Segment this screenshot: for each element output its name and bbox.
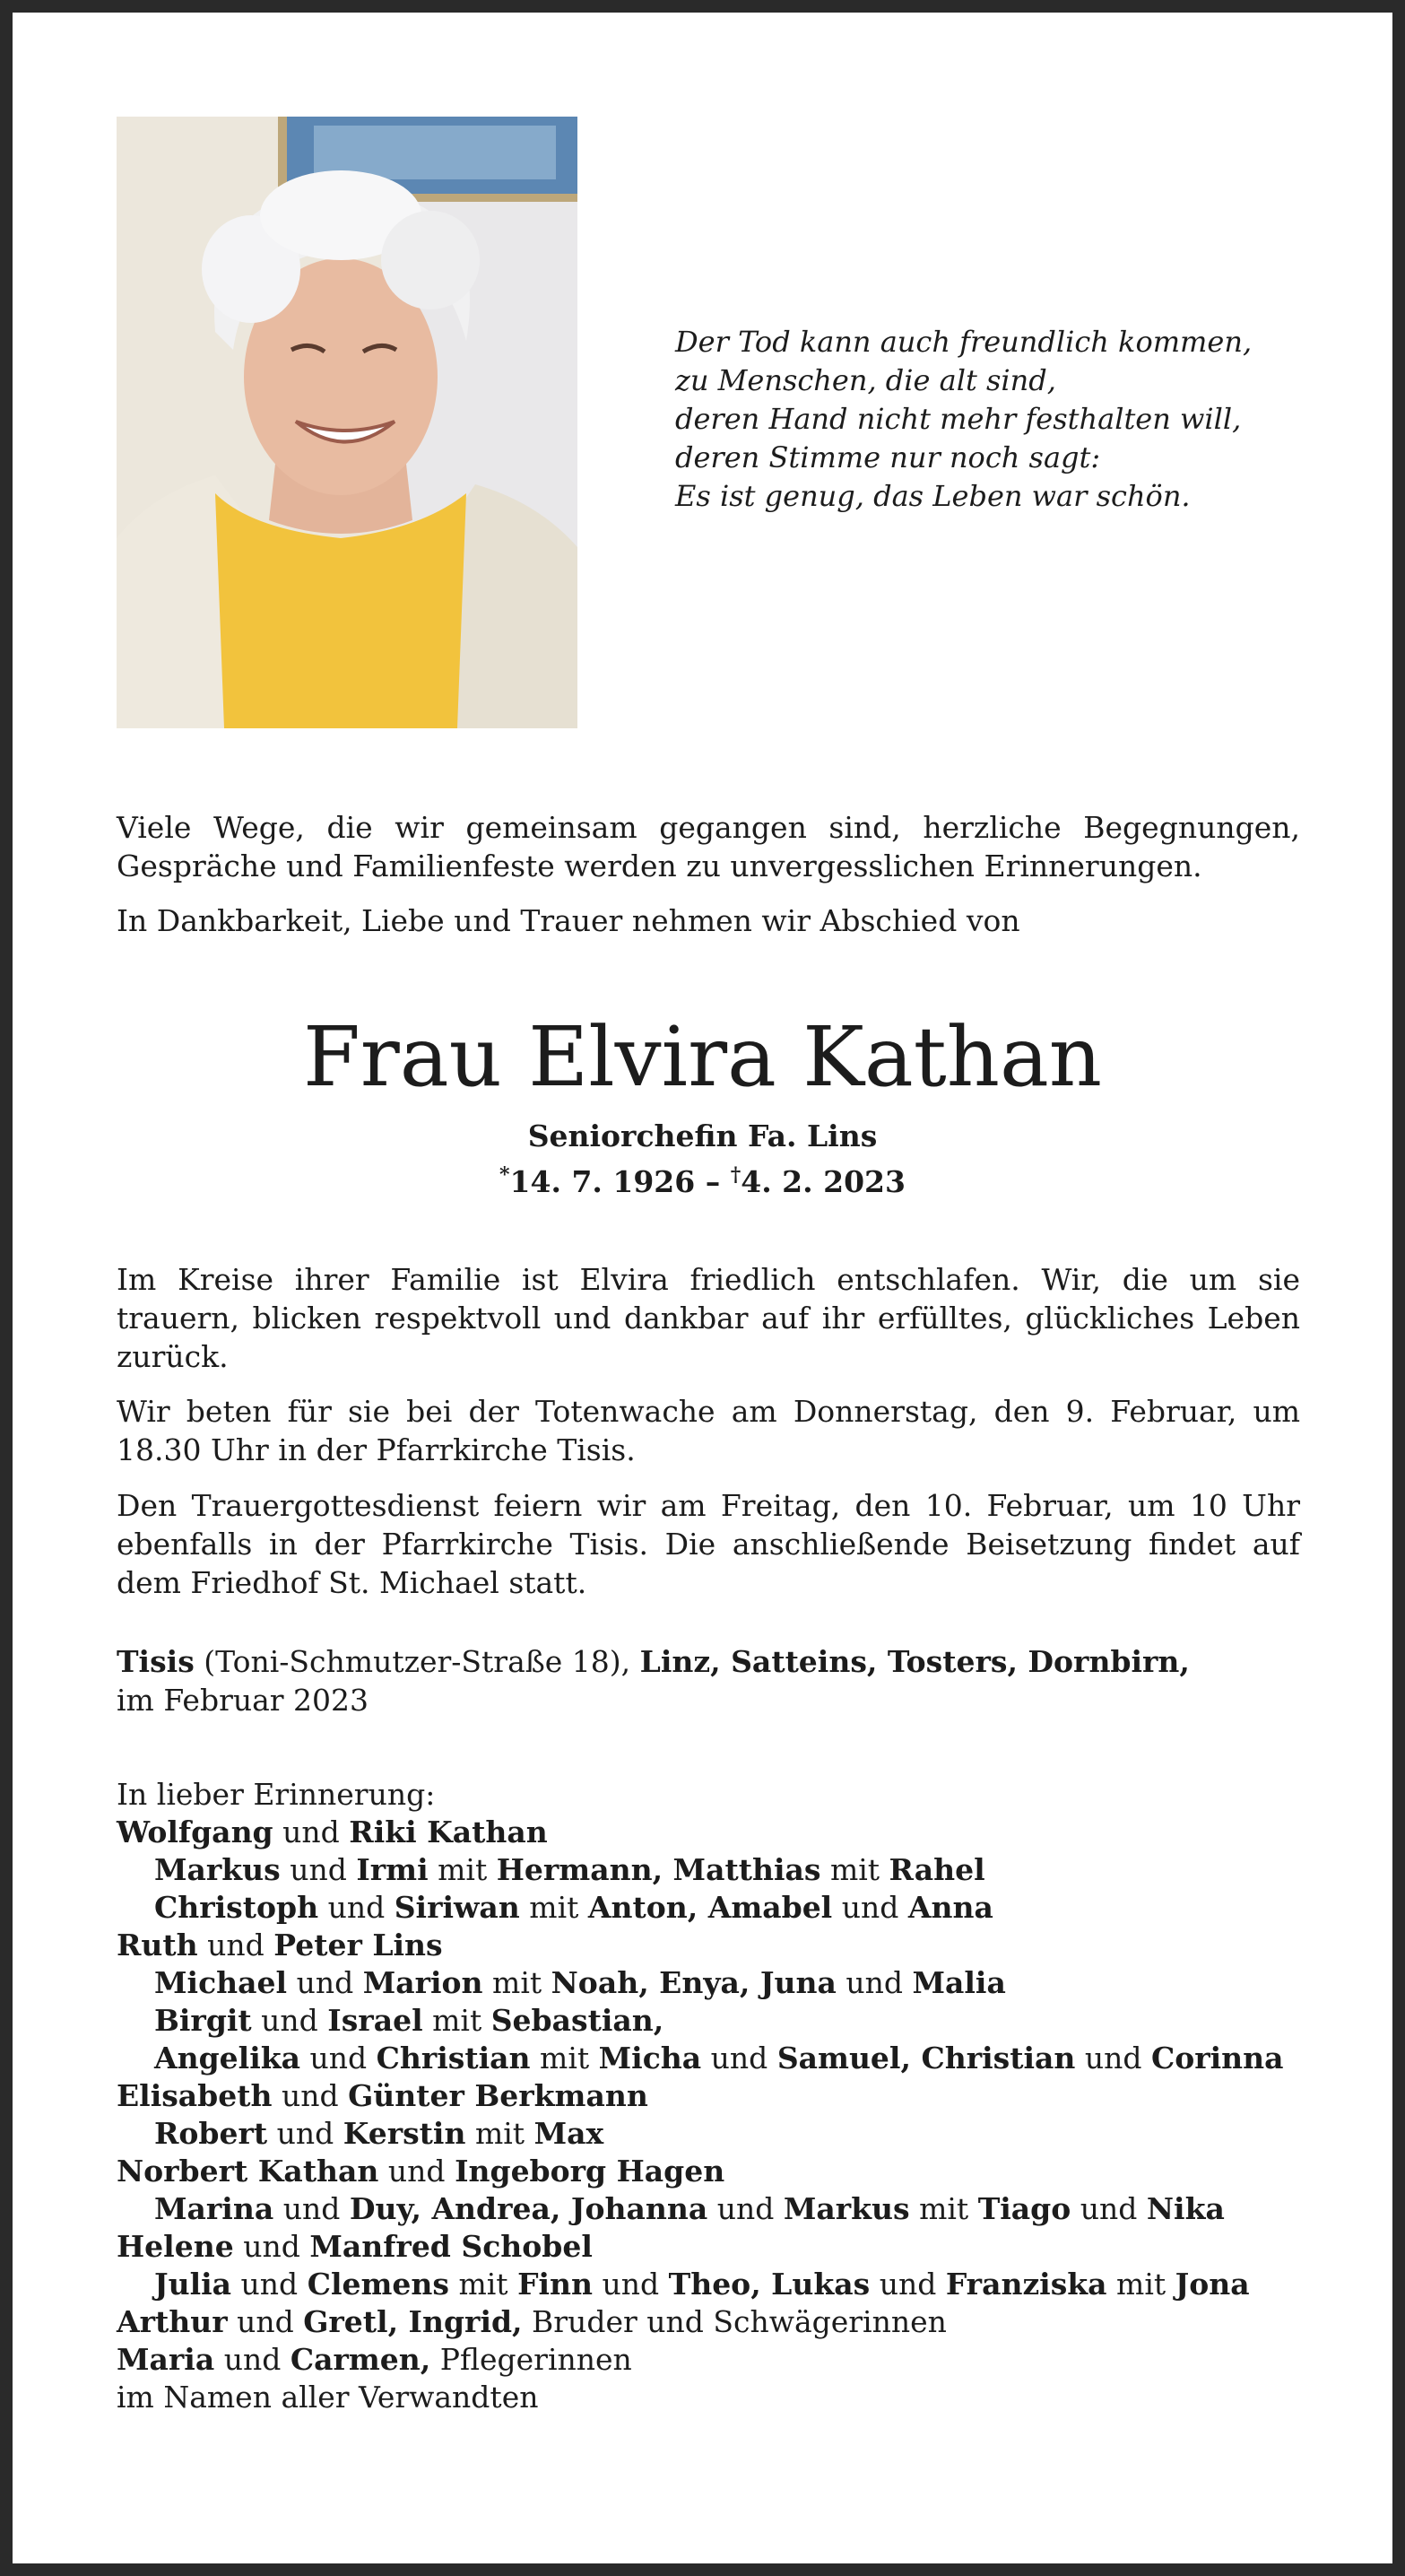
mourner-name: Max <box>533 2116 604 2151</box>
mourner-connector: und <box>701 2041 777 2076</box>
mourner-connector: und <box>593 2267 669 2302</box>
mourner-name: Helene <box>117 2229 234 2264</box>
mourner-name: Peter Lins <box>273 1928 443 1962</box>
mourner-name: Marina <box>154 2191 274 2226</box>
mourner-name: Carmen, <box>290 2342 431 2377</box>
mourner-name: Manfred Schobel <box>309 2229 593 2264</box>
mourner-name: Tiago <box>977 2191 1071 2226</box>
mourner-connector: und <box>272 2078 349 2113</box>
mourner-connector: mit <box>448 2267 518 2302</box>
mourner-name: Jona <box>1175 2267 1250 2302</box>
mourner-connector: mit <box>422 2003 491 2038</box>
mourner-name: Gretl, Ingrid, <box>303 2304 523 2339</box>
mourner-name: Duy, Andrea, Johanna <box>349 2191 708 2226</box>
mourner-name: Franziska <box>945 2267 1107 2302</box>
mourner-name: Elisabeth <box>117 2078 273 2113</box>
poem-line: deren Hand nicht mehr festhalten will, <box>675 402 1242 436</box>
mourner-name: Markus <box>783 2191 910 2226</box>
mourner-connector: im Namen aller Verwandten <box>117 2380 539 2415</box>
mourner-name: Noah, Enya, Juna <box>551 1965 837 2000</box>
mourner-row <box>117 2077 1284 2115</box>
mourner-connector: mit <box>482 1965 551 2000</box>
mourner-name: Corinna <box>1150 2041 1284 2076</box>
obituary-card <box>13 13 1392 2563</box>
mourner-row <box>117 2228 1284 2266</box>
mourner-name: Theo, Lukas <box>668 2267 871 2302</box>
place-town: Tisis <box>117 1644 195 1679</box>
mourner-connector: Pflegerinnen <box>430 2342 632 2377</box>
mourner-name: Maria <box>117 2342 215 2377</box>
mourner-connector: Bruder und Schwägerinnen <box>522 2304 947 2339</box>
place-date: im Februar 2023 <box>117 1683 369 1718</box>
mourner-connector: und <box>378 2154 455 2189</box>
mourner-name: Rahel <box>889 1852 985 1887</box>
mourner-connector: und <box>273 2191 350 2226</box>
mourner-name: Wolfgang <box>117 1815 273 1849</box>
mourner-name: Anton, Amabel <box>587 1890 833 1925</box>
mourner-connector: und <box>1075 2041 1151 2076</box>
mourner-name: Birgit <box>154 2003 252 2038</box>
mourner-connector: mit <box>530 2041 599 2076</box>
mourner-name: Hermann, Matthias <box>496 1852 821 1887</box>
mourner-name: Norbert Kathan <box>117 2154 379 2189</box>
mourner-row <box>117 2341 1284 2379</box>
mourner-connector: und <box>300 2041 377 2076</box>
mourner-name: Samuel, Christian <box>776 2041 1076 2076</box>
body-paragraph-2: Wir beten für sie bei der Totenwache am Donnerstag, den 9. Februar, um 18.30 Uhr in der Pfarrkirche Tisis. <box>117 1394 1300 1467</box>
mourner-name: Arthur <box>117 2304 228 2339</box>
birth-symbol: * <box>499 1163 510 1187</box>
mourner-name: Günter Berkmann <box>348 2078 648 2113</box>
mourner-connector: mit <box>519 1890 588 1925</box>
poem-line: zu Menschen, die alt sind, <box>675 363 1056 397</box>
body-paragraph-1: Im Kreise ihrer Familie ist Elvira friedlich entschlafen. Wir, die um sie trauern, blicken respektvoll und dankbar auf ihr erfülltes, glückliches Leben zurück. <box>117 1262 1300 1374</box>
mourner-name: Micha <box>598 2041 702 2076</box>
mourner-name: Christian <box>376 2041 531 2076</box>
mourner-row <box>117 2040 1284 2077</box>
mourner-name: Michael <box>154 1965 288 2000</box>
mourner-name: Marion <box>362 1965 483 2000</box>
mourner-connector: und <box>231 2267 308 2302</box>
deceased-name: Frau Elvira Kathan <box>302 1009 1103 1105</box>
mourner-connector: und <box>273 1815 350 1849</box>
mourner-name: Anna <box>907 1890 993 1925</box>
mourners-list <box>117 1814 1284 2416</box>
mourner-connector: und <box>214 2342 291 2377</box>
poem-line: Der Tod kann auch freundlich kommen, <box>675 325 1253 359</box>
mourner-name: Siriwan <box>394 1890 520 1925</box>
mourner-connector: und <box>227 2304 304 2339</box>
mourner-name: Israel <box>327 2003 423 2038</box>
intro-paragraph: Viele Wege, die wir gemeinsam gegangen sind, herzliche Begegnungen, Gespräche und Familienfeste werden zu unvergesslichen Erinnerungen. <box>117 810 1300 883</box>
deceased-title: Seniorchefin Fa. Lins <box>527 1118 878 1153</box>
poem-line: deren Stimme nur noch sagt: <box>675 440 1101 474</box>
poem <box>675 323 1252 516</box>
birth-date: 14. 7. 1926 <box>509 1164 696 1199</box>
death-symbol: † <box>730 1163 742 1187</box>
place-towns: Linz, Satteins, Tosters, Dornbirn, <box>639 1644 1190 1679</box>
mourner-name: Riki Kathan <box>349 1815 548 1849</box>
mourner-name: Clemens <box>307 2267 449 2302</box>
mourner-connector: und <box>832 1890 908 1925</box>
mourner-connector: und <box>836 1965 913 2000</box>
mourner-connector: und <box>287 1965 363 2000</box>
body-paragraph-3: Den Trauergottesdienst feiern wir am Freitag, den 10. Februar, um 10 Uhr ebenfalls in der Pfarrkirche Tisis. Die anschließende Beisetzung findet auf dem Friedhof St. Michael statt. <box>117 1488 1300 1600</box>
mourner-name: Christoph <box>154 1890 319 1925</box>
date-separator: – <box>695 1164 731 1199</box>
life-dates <box>13 1156 1392 1201</box>
place-and-date <box>117 1642 1300 1719</box>
mourner-row <box>117 2115 1284 2153</box>
mourner-row <box>117 1889 1284 1927</box>
mourner-name: Ingeborg Hagen <box>455 2154 725 2189</box>
mourner-connector: und <box>1071 2191 1147 2226</box>
portrait-photo <box>117 117 577 728</box>
memory-label: In lieber Erinnerung: <box>117 1777 436 1812</box>
mourner-name: Sebastian, <box>490 2003 664 2038</box>
place-address: (Toni-Schmutzer-Straße 18), <box>194 1644 640 1679</box>
mourner-row <box>117 2153 1284 2190</box>
mourner-connector: und <box>267 2116 343 2151</box>
mourner-row <box>117 1964 1284 2002</box>
mourner-connector: mit <box>428 1852 497 1887</box>
mourner-connector: und <box>318 1890 395 1925</box>
mourner-name: Julia <box>154 2267 232 2302</box>
mourner-name: Angelika <box>154 2041 300 2076</box>
mourner-connector: und <box>870 2267 946 2302</box>
mourner-name: Irmi <box>356 1852 429 1887</box>
mourner-connector: und <box>197 1928 274 1962</box>
mourner-connector: mit <box>909 2191 978 2226</box>
mourner-name: Ruth <box>117 1928 198 1962</box>
mourner-row <box>117 1851 1284 1889</box>
mourner-row <box>117 2379 1284 2416</box>
farewell-line: In Dankbarkeit, Liebe und Trauer nehmen wir Abschied von <box>117 903 1020 938</box>
mourner-row <box>117 1927 1284 1964</box>
mourner-name: Kerstin <box>343 2116 466 2151</box>
mourner-connector: und <box>707 2191 784 2226</box>
mourner-connector: mit <box>820 1852 889 1887</box>
mourner-row <box>117 2266 1284 2303</box>
poem-line: Es ist genug, das Leben war schön. <box>675 479 1191 513</box>
mourner-row <box>117 2303 1284 2341</box>
mourner-row <box>117 2002 1284 2040</box>
mourner-name: Malia <box>912 1965 1006 2000</box>
death-date: 4. 2. 2023 <box>741 1164 906 1199</box>
mourner-row <box>117 2190 1284 2228</box>
mourner-row <box>117 1814 1284 1851</box>
mourner-name: Robert <box>154 2116 268 2151</box>
mourner-name: Markus <box>154 1852 281 1887</box>
portrait-illustration <box>117 117 577 728</box>
mourner-connector: und <box>251 2003 328 2038</box>
mourner-connector: mit <box>1106 2267 1175 2302</box>
mourner-connector: und <box>233 2229 310 2264</box>
mourner-name: Finn <box>517 2267 594 2302</box>
mourner-connector: und <box>280 1852 357 1887</box>
mourner-connector: mit <box>465 2116 534 2151</box>
mourner-name: Nika <box>1146 2191 1225 2226</box>
